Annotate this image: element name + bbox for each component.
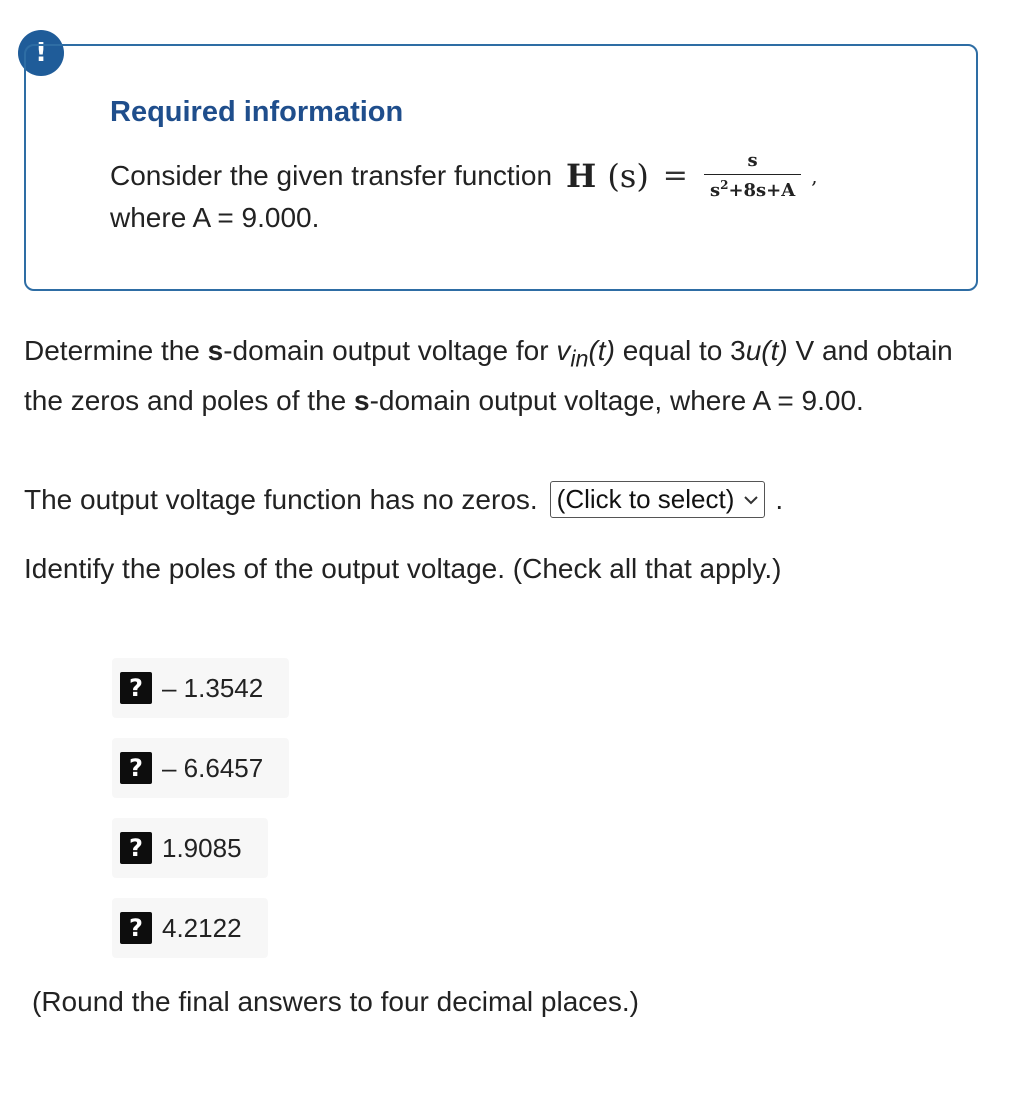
pole-option-1[interactable] — [112, 658, 289, 718]
chevron-down-icon — [744, 489, 758, 510]
transfer-function-fraction — [704, 150, 801, 201]
question-mark-icon: ? — [120, 752, 152, 784]
pole-option-4[interactable] — [112, 898, 268, 958]
fraction-numerator: s — [747, 150, 758, 171]
select-value: (Click to select) — [556, 484, 735, 514]
info-constant: where A = 9.000. — [110, 202, 320, 233]
zeros-text: The output voltage function has no zeros. — [24, 483, 538, 515]
question-prompt: Determine the s-domain output voltage for $v_{in}(t)$ equal to 3u(t) V and obtain the zeros and poles of the s-domain output voltage, where A = 9.00. — [24, 335, 953, 416]
poles-prompt: Identify the poles of the output voltage. (Check all that apply.) — [24, 553, 782, 584]
info-text: Consider the given transfer function — [110, 159, 553, 191]
option-label: – 6.6457 — [162, 752, 264, 783]
question-mark-icon: ? — [120, 672, 152, 704]
rounding-instruction: (Round the final answers to four decimal places.) — [32, 986, 639, 1017]
period: . — [775, 483, 784, 515]
transfer-function-line — [110, 150, 818, 201]
pole-option-3[interactable] — [112, 818, 268, 878]
option-label: 1.9085 — [162, 832, 242, 863]
question-mark-icon: ? — [120, 912, 152, 944]
zeros-statement — [24, 481, 783, 518]
info-title: Required information — [110, 96, 404, 128]
pole-option-2[interactable] — [112, 738, 289, 798]
zeros-select-dropdown[interactable] — [550, 481, 766, 518]
option-label: 4.2122 — [162, 912, 242, 943]
alert-icon: ! — [18, 30, 64, 76]
equals-sign: = — [662, 158, 688, 193]
transfer-function-symbol: H (s) — [566, 156, 649, 195]
fraction-denominator: $s^2+8s+A$ — [704, 174, 801, 201]
question-mark-icon: ? — [120, 832, 152, 864]
option-label: – 1.3542 — [162, 672, 264, 703]
comma: , — [811, 163, 818, 188]
